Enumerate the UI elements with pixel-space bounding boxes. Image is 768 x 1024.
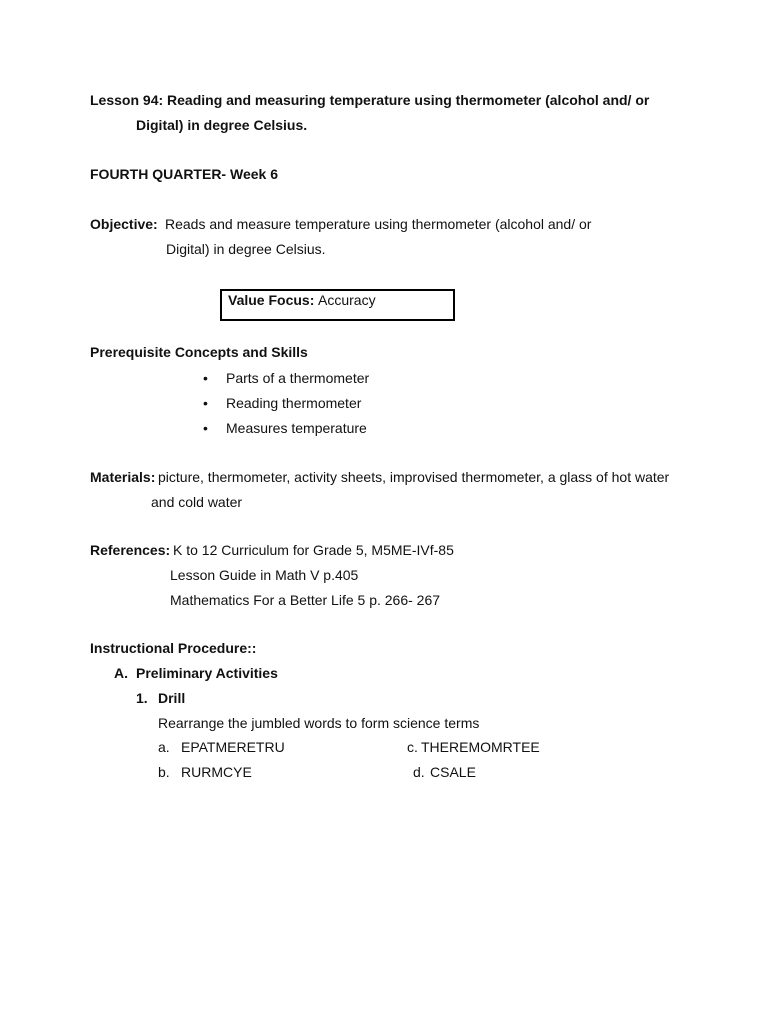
section-title: Preliminary Activities (136, 665, 278, 681)
jumbled-word-marker: c. (407, 739, 418, 755)
procedure-heading: Instructional Procedure:: (90, 640, 257, 656)
bullet-icon: • (203, 420, 208, 436)
quarter-heading: FOURTH QUARTER- Week 6 (90, 166, 278, 182)
references-label: References: (90, 542, 171, 558)
jumbled-word: CSALE (430, 764, 476, 780)
step-marker: 1. (136, 690, 148, 706)
reference-item: K to 12 Curriculum for Grade 5, M5ME-IVf-85 (173, 542, 454, 558)
step-title: Drill (158, 690, 186, 706)
objective-label: Objective: (90, 216, 158, 232)
reference-item: Mathematics For a Better Life 5 p. 266- 267 (170, 592, 441, 608)
bullet-icon: • (203, 395, 208, 411)
jumbled-word-marker: b. (158, 764, 170, 780)
objective-text-line-2: Digital) in degree Celsius. (166, 241, 326, 257)
prerequisite-heading: Prerequisite Concepts and Skills (90, 344, 308, 360)
drill-instruction: Rearrange the jumbled words to form science terms (158, 715, 480, 731)
prerequisite-item: Reading thermometer (226, 395, 362, 411)
value-focus-value: Accuracy (318, 292, 376, 308)
objective-text-line-1: Reads and measure temperature using thermometer (alcohol and/ or (165, 216, 592, 232)
jumbled-word: RURMCYE (181, 764, 252, 780)
prerequisite-item: Measures temperature (226, 420, 367, 436)
lesson-title-line-1: Lesson 94: Reading and measuring temperature using thermometer (alcohol and/ or (90, 92, 650, 108)
lesson-title-line-2: Digital) in degree Celsius. (136, 117, 308, 133)
bullet-icon: • (203, 370, 208, 386)
value-focus-label: Value Focus: (228, 292, 315, 308)
materials-text-line-1: picture, thermometer, activity sheets, improvised thermometer, a glass of hot water (158, 469, 670, 485)
jumbled-word: THEREMOMRTEE (421, 739, 540, 755)
jumbled-word-marker: a. (158, 739, 170, 755)
reference-item: Lesson Guide in Math V p.405 (170, 567, 359, 583)
section-marker: A. (114, 665, 128, 681)
materials-text-line-2: and cold water (151, 494, 243, 510)
materials-label: Materials: (90, 469, 156, 485)
prerequisite-item: Parts of a thermometer (226, 370, 370, 386)
jumbled-word-marker: d. (413, 764, 425, 780)
jumbled-word: EPATMERETRU (181, 739, 285, 755)
